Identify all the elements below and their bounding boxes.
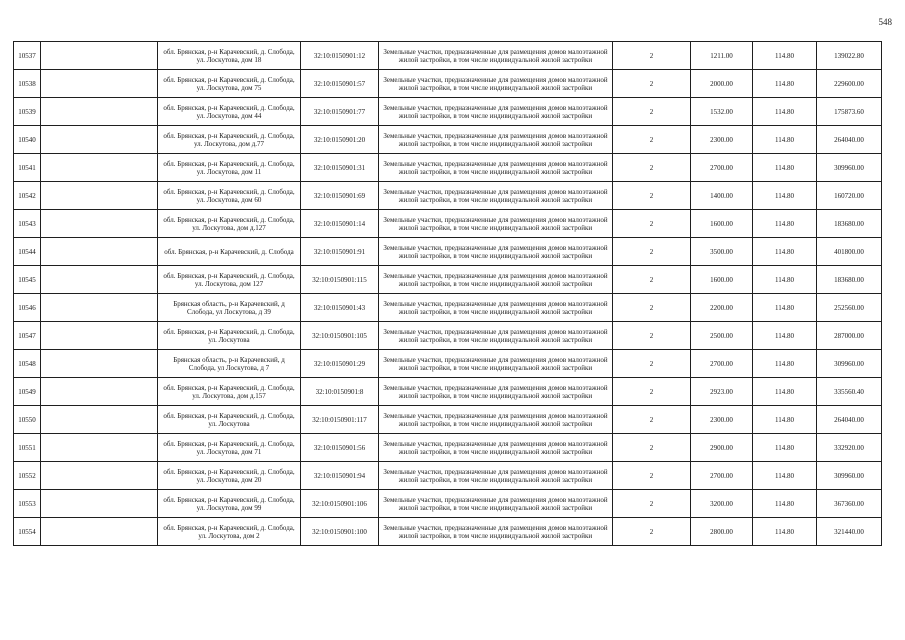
row-id: 10552 (14, 462, 41, 490)
value-cell: 367360.00 (817, 490, 882, 518)
cadastral-number-cell: 32:10:0150901:56 (301, 434, 379, 462)
blank-cell (41, 518, 158, 546)
cadastral-number-cell: 32:10:0150901:14 (301, 210, 379, 238)
value-cell: 401800.00 (817, 238, 882, 266)
address-cell: обл. Брянская, р-н Карачевский, д. Слобода, ул. Лоскутова, дом 2 (158, 518, 301, 546)
table-row (14, 350, 882, 378)
blank-cell (41, 154, 158, 182)
group-cell: 2 (613, 294, 691, 322)
address-cell: обл. Брянская, р-н Карачевский, д. Слобода, ул. Лоскутова, дом 11 (158, 154, 301, 182)
area-cell: 1532.00 (691, 98, 753, 126)
address-cell: обл. Брянская, р-н Карачевский, д. Слобода, ул. Лоскутова, дом д.77 (158, 126, 301, 154)
address-cell: Брянская область, р-н Карачевский, д Слобода, ул Лоскутова, д 39 (158, 294, 301, 322)
address-cell: обл. Брянская, р-н Карачевский, д. Слобода, ул. Лоскутова, дом д.127 (158, 210, 301, 238)
group-cell: 2 (613, 182, 691, 210)
value-cell: 139022.80 (817, 42, 882, 70)
group-cell: 2 (613, 238, 691, 266)
address-cell: обл. Брянская, р-н Карачевский, д. Слобода, ул. Лоскутова (158, 322, 301, 350)
row-id: 10543 (14, 210, 41, 238)
address-cell: Брянская область, р-н Карачевский, д Слобода, ул Лоскутова, д 7 (158, 350, 301, 378)
table-row (14, 98, 882, 126)
group-cell: 2 (613, 434, 691, 462)
cadastral-number-cell: 32:10:0150901:100 (301, 518, 379, 546)
land-use-cell: Земельные участки, предназначенные для размещения домов малоэтажной жилой застройки, в том числе индивидуальной жилой застройки (379, 518, 613, 546)
rate-cell: 114.80 (753, 434, 817, 462)
group-cell: 2 (613, 210, 691, 238)
table-row (14, 154, 882, 182)
rate-cell: 114.80 (753, 98, 817, 126)
cadastral-number-cell: 32:10:0150901:115 (301, 266, 379, 294)
address-cell: обл. Брянская, р-н Карачевский, д. Слобода, ул. Лоскутова, дом 71 (158, 434, 301, 462)
address-cell: обл. Брянская, р-н Карачевский, д. Слобода, ул. Лоскутова, дом 20 (158, 462, 301, 490)
land-use-cell: Земельные участки, предназначенные для размещения домов малоэтажной жилой застройки, в том числе индивидуальной жилой застройки (379, 126, 613, 154)
row-id: 10537 (14, 42, 41, 70)
row-id: 10549 (14, 378, 41, 406)
land-registry-table (13, 41, 882, 546)
area-cell: 2200.00 (691, 294, 753, 322)
rate-cell: 114.80 (753, 210, 817, 238)
row-id: 10551 (14, 434, 41, 462)
land-use-cell: Земельные участки, предназначенные для размещения домов малоэтажной жилой застройки, в том числе индивидуальной жилой застройки (379, 154, 613, 182)
cadastral-number-cell: 32:10:0150901:12 (301, 42, 379, 70)
blank-cell (41, 462, 158, 490)
land-use-cell: Земельные участки, предназначенные для размещения домов малоэтажной жилой застройки, в том числе индивидуальной жилой застройки (379, 42, 613, 70)
table-row (14, 42, 882, 70)
row-id: 10544 (14, 238, 41, 266)
area-cell: 3200.00 (691, 490, 753, 518)
cadastral-number-cell: 32:10:0150901:8 (301, 378, 379, 406)
area-cell: 1211.00 (691, 42, 753, 70)
group-cell: 2 (613, 406, 691, 434)
land-use-cell: Земельные участки, предназначенные для размещения домов малоэтажной жилой застройки, в том числе индивидуальной жилой застройки (379, 406, 613, 434)
row-id: 10554 (14, 518, 41, 546)
address-cell: обл. Брянская, р-н Карачевский, д. Слобода, ул. Лоскутова, дом 60 (158, 182, 301, 210)
cadastral-number-cell: 32:10:0150901:57 (301, 70, 379, 98)
area-cell: 2923.00 (691, 378, 753, 406)
row-id: 10540 (14, 126, 41, 154)
cadastral-number-cell: 32:10:0150901:31 (301, 154, 379, 182)
cadastral-number-cell: 32:10:0150901:105 (301, 322, 379, 350)
table-row (14, 294, 882, 322)
table-row (14, 266, 882, 294)
land-use-cell: Земельные участки, предназначенные для размещения домов малоэтажной жилой застройки, в том числе индивидуальной жилой застройки (379, 462, 613, 490)
rate-cell: 114.80 (753, 238, 817, 266)
blank-cell (41, 378, 158, 406)
table-row (14, 126, 882, 154)
row-id: 10539 (14, 98, 41, 126)
rate-cell: 114.80 (753, 70, 817, 98)
value-cell: 309960.00 (817, 154, 882, 182)
group-cell: 2 (613, 266, 691, 294)
rate-cell: 114.80 (753, 154, 817, 182)
land-use-cell: Земельные участки, предназначенные для размещения домов малоэтажной жилой застройки, в том числе индивидуальной жилой застройки (379, 294, 613, 322)
address-cell: обл. Брянская, р-н Карачевский, д. Слобода, ул. Лоскутова, дом 127 (158, 266, 301, 294)
area-cell: 2700.00 (691, 462, 753, 490)
rate-cell: 114.80 (753, 294, 817, 322)
cadastral-number-cell: 32:10:0150901:69 (301, 182, 379, 210)
cadastral-number-cell: 32:10:0150901:20 (301, 126, 379, 154)
blank-cell (41, 98, 158, 126)
row-id: 10541 (14, 154, 41, 182)
row-id: 10545 (14, 266, 41, 294)
area-cell: 2000.00 (691, 70, 753, 98)
area-cell: 3500.00 (691, 238, 753, 266)
rate-cell: 114.80 (753, 266, 817, 294)
table-row (14, 70, 882, 98)
row-id: 10547 (14, 322, 41, 350)
address-cell: обл. Брянская, р-н Карачевский, д. Слобода, ул. Лоскутова, дом д.157 (158, 378, 301, 406)
area-cell: 2300.00 (691, 406, 753, 434)
cadastral-number-cell: 32:10:0150901:43 (301, 294, 379, 322)
blank-cell (41, 266, 158, 294)
cadastral-number-cell: 32:10:0150901:91 (301, 238, 379, 266)
table-row (14, 322, 882, 350)
row-id: 10548 (14, 350, 41, 378)
group-cell: 2 (613, 518, 691, 546)
area-cell: 2300.00 (691, 126, 753, 154)
blank-cell (41, 238, 158, 266)
land-use-cell: Земельные участки, предназначенные для размещения домов малоэтажной жилой застройки, в том числе индивидуальной жилой застройки (379, 98, 613, 126)
value-cell: 175873.60 (817, 98, 882, 126)
value-cell: 160720.00 (817, 182, 882, 210)
value-cell: 287000.00 (817, 322, 882, 350)
rate-cell: 114.80 (753, 490, 817, 518)
cadastral-number-cell: 32:10:0150901:29 (301, 350, 379, 378)
value-cell: 183680.00 (817, 266, 882, 294)
address-cell: обл. Брянская, р-н Карачевский, д. Слобода, ул. Лоскутова, дом 75 (158, 70, 301, 98)
table-row (14, 462, 882, 490)
area-cell: 2500.00 (691, 322, 753, 350)
group-cell: 2 (613, 70, 691, 98)
group-cell: 2 (613, 322, 691, 350)
blank-cell (41, 434, 158, 462)
row-id: 10538 (14, 70, 41, 98)
area-cell: 1600.00 (691, 210, 753, 238)
table-row (14, 406, 882, 434)
land-use-cell: Земельные участки, предназначенные для размещения домов малоэтажной жилой застройки, в том числе индивидуальной жилой застройки (379, 238, 613, 266)
value-cell: 229600.00 (817, 70, 882, 98)
value-cell: 309960.00 (817, 462, 882, 490)
value-cell: 264040.00 (817, 126, 882, 154)
land-use-cell: Земельные участки, предназначенные для размещения домов малоэтажной жилой застройки, в том числе индивидуальной жилой застройки (379, 266, 613, 294)
blank-cell (41, 42, 158, 70)
blank-cell (41, 350, 158, 378)
address-cell: обл. Брянская, р-н Карачевский, д. Слобода, ул. Лоскутова, дом 99 (158, 490, 301, 518)
value-cell: 309960.00 (817, 350, 882, 378)
blank-cell (41, 70, 158, 98)
rate-cell: 114.80 (753, 350, 817, 378)
group-cell: 2 (613, 154, 691, 182)
row-id: 10542 (14, 182, 41, 210)
blank-cell (41, 406, 158, 434)
blank-cell (41, 490, 158, 518)
cadastral-number-cell: 32:10:0150901:94 (301, 462, 379, 490)
rate-cell: 114.80 (753, 126, 817, 154)
area-cell: 2700.00 (691, 154, 753, 182)
row-id: 10546 (14, 294, 41, 322)
table-row (14, 182, 882, 210)
value-cell: 332920.00 (817, 434, 882, 462)
rate-cell: 114.80 (753, 518, 817, 546)
land-use-cell: Земельные участки, предназначенные для размещения домов малоэтажной жилой застройки, в том числе индивидуальной жилой застройки (379, 182, 613, 210)
rate-cell: 114.80 (753, 406, 817, 434)
land-use-cell: Земельные участки, предназначенные для размещения домов малоэтажной жилой застройки, в том числе индивидуальной жилой застройки (379, 322, 613, 350)
cadastral-number-cell: 32:10:0150901:117 (301, 406, 379, 434)
value-cell: 335560.40 (817, 378, 882, 406)
rate-cell: 114.80 (753, 322, 817, 350)
group-cell: 2 (613, 42, 691, 70)
blank-cell (41, 182, 158, 210)
rate-cell: 114.80 (753, 462, 817, 490)
area-cell: 2800.00 (691, 518, 753, 546)
group-cell: 2 (613, 490, 691, 518)
blank-cell (41, 322, 158, 350)
group-cell: 2 (613, 462, 691, 490)
group-cell: 2 (613, 98, 691, 126)
table-row (14, 238, 882, 266)
value-cell: 264040.00 (817, 406, 882, 434)
address-cell: обл. Брянская, р-н Карачевский, д. Слобода, ул. Лоскутова, дом 18 (158, 42, 301, 70)
address-cell: обл. Брянская, р-н Карачевский, д. Слобода, ул. Лоскутова, дом 44 (158, 98, 301, 126)
land-use-cell: Земельные участки, предназначенные для размещения домов малоэтажной жилой застройки, в том числе индивидуальной жилой застройки (379, 350, 613, 378)
address-cell: обл. Брянская, р-н Карачевский, д. Слобода, ул. Лоскутова (158, 406, 301, 434)
land-use-cell: Земельные участки, предназначенные для размещения домов малоэтажной жилой застройки, в том числе индивидуальной жилой застройки (379, 378, 613, 406)
area-cell: 1600.00 (691, 266, 753, 294)
blank-cell (41, 210, 158, 238)
area-cell: 1400.00 (691, 182, 753, 210)
rate-cell: 114.80 (753, 378, 817, 406)
table-row (14, 210, 882, 238)
group-cell: 2 (613, 350, 691, 378)
value-cell: 321440.00 (817, 518, 882, 546)
table-body (14, 42, 882, 546)
table-row (14, 490, 882, 518)
table-row (14, 378, 882, 406)
land-use-cell: Земельные участки, предназначенные для размещения домов малоэтажной жилой застройки, в том числе индивидуальной жилой застройки (379, 70, 613, 98)
address-cell: обл. Брянская, р-н Карачевский, д. Слобода (158, 238, 301, 266)
land-use-cell: Земельные участки, предназначенные для размещения домов малоэтажной жилой застройки, в том числе индивидуальной жилой застройки (379, 434, 613, 462)
value-cell: 252560.00 (817, 294, 882, 322)
cadastral-number-cell: 32:10:0150901:77 (301, 98, 379, 126)
blank-cell (41, 294, 158, 322)
group-cell: 2 (613, 126, 691, 154)
cadastral-number-cell: 32:10:0150901:106 (301, 490, 379, 518)
group-cell: 2 (613, 378, 691, 406)
land-use-cell: Земельные участки, предназначенные для размещения домов малоэтажной жилой застройки, в том числе индивидуальной жилой застройки (379, 210, 613, 238)
rate-cell: 114.80 (753, 182, 817, 210)
page-number: 548 (878, 17, 892, 27)
row-id: 10550 (14, 406, 41, 434)
row-id: 10553 (14, 490, 41, 518)
table-row (14, 518, 882, 546)
area-cell: 2700.00 (691, 350, 753, 378)
rate-cell: 114.80 (753, 42, 817, 70)
blank-cell (41, 126, 158, 154)
area-cell: 2900.00 (691, 434, 753, 462)
land-use-cell: Земельные участки, предназначенные для размещения домов малоэтажной жилой застройки, в том числе индивидуальной жилой застройки (379, 490, 613, 518)
table-row (14, 434, 882, 462)
value-cell: 183680.00 (817, 210, 882, 238)
